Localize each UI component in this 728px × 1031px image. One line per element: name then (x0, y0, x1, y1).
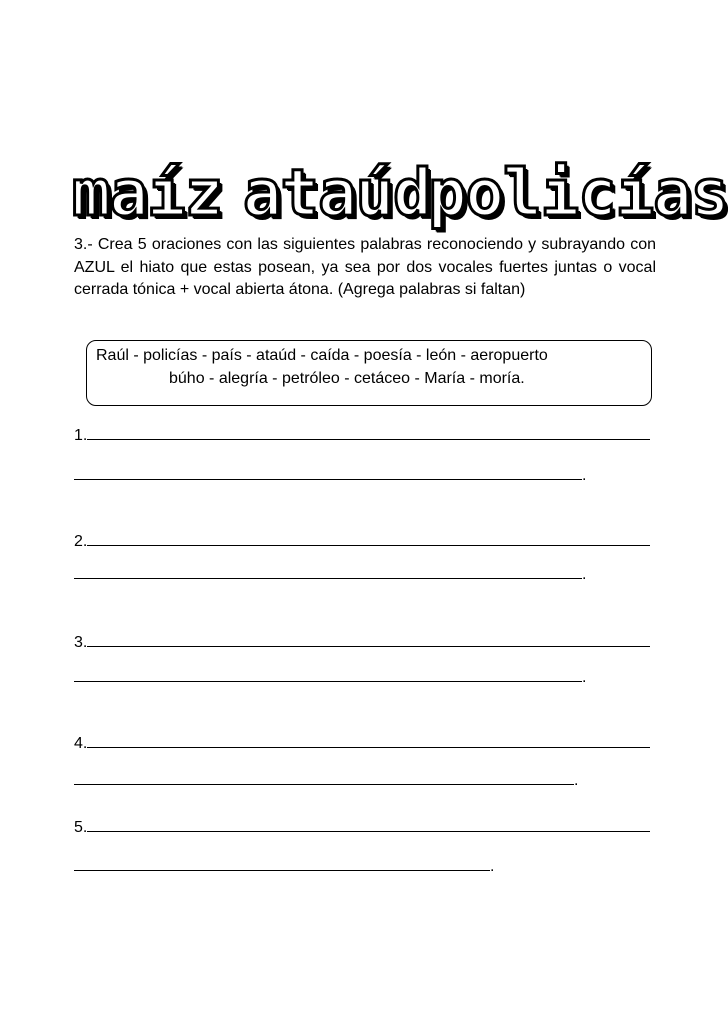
answer-blank[interactable] (87, 535, 650, 546)
sentence-3-line-2 (74, 668, 586, 688)
sentence-end-period: . (574, 772, 579, 789)
sentence-3-line-1 (74, 633, 650, 653)
answer-blank[interactable] (74, 860, 490, 871)
sentence-5-line-2 (74, 857, 494, 877)
sentence-number: 3. (74, 634, 88, 651)
word-list-line-2: búho - alegría - petróleo - cetáceo - María - moría. (169, 369, 525, 387)
sentence-end-period: . (582, 467, 587, 484)
answer-blank[interactable] (87, 821, 650, 832)
sentence-end-period: . (582, 669, 587, 686)
answer-blank[interactable] (74, 568, 582, 579)
title-word-maiz: maíz (72, 157, 223, 231)
title-word-ataud: ataúd (243, 157, 431, 231)
answer-blank[interactable] (74, 774, 574, 785)
answer-blank[interactable] (87, 636, 650, 647)
sentence-number: 1. (74, 427, 88, 444)
exercise-instructions: 3.- Crea 5 oraciones con las siguientes palabras reconociendo y subrayando con AZUL el hiato que estas posean, ya sea por dos vocales fuertes juntas o vocal cerrada tónica + vocal abierta átona. (Agrega palabras si faltan) (74, 236, 656, 298)
sentence-number: 4. (74, 735, 88, 752)
sentence-number: 2. (74, 533, 88, 550)
sentence-4-line-2 (74, 771, 578, 791)
answer-blank[interactable] (74, 469, 582, 480)
sentence-1-line-1 (74, 426, 650, 446)
answer-blank[interactable] (87, 737, 650, 748)
answer-blank[interactable] (87, 429, 650, 440)
sentence-2-line-2 (74, 565, 586, 585)
sentence-1-line-2 (74, 466, 586, 486)
sentence-5-line-1 (74, 818, 650, 838)
sentence-2-line-1 (74, 532, 650, 552)
title-words (0, 158, 728, 230)
word-list-box (86, 340, 652, 406)
title-word-policias: policías (428, 157, 728, 231)
sentence-end-period: . (582, 566, 587, 583)
sentence-number: 5. (74, 819, 88, 836)
word-list-line-1: Raúl - policías - país - ataúd - caída - poesía - león - aeropuerto (96, 347, 548, 364)
sentence-4-line-1 (74, 734, 650, 754)
sentence-end-period: . (490, 858, 495, 875)
answer-blank[interactable] (74, 671, 582, 682)
